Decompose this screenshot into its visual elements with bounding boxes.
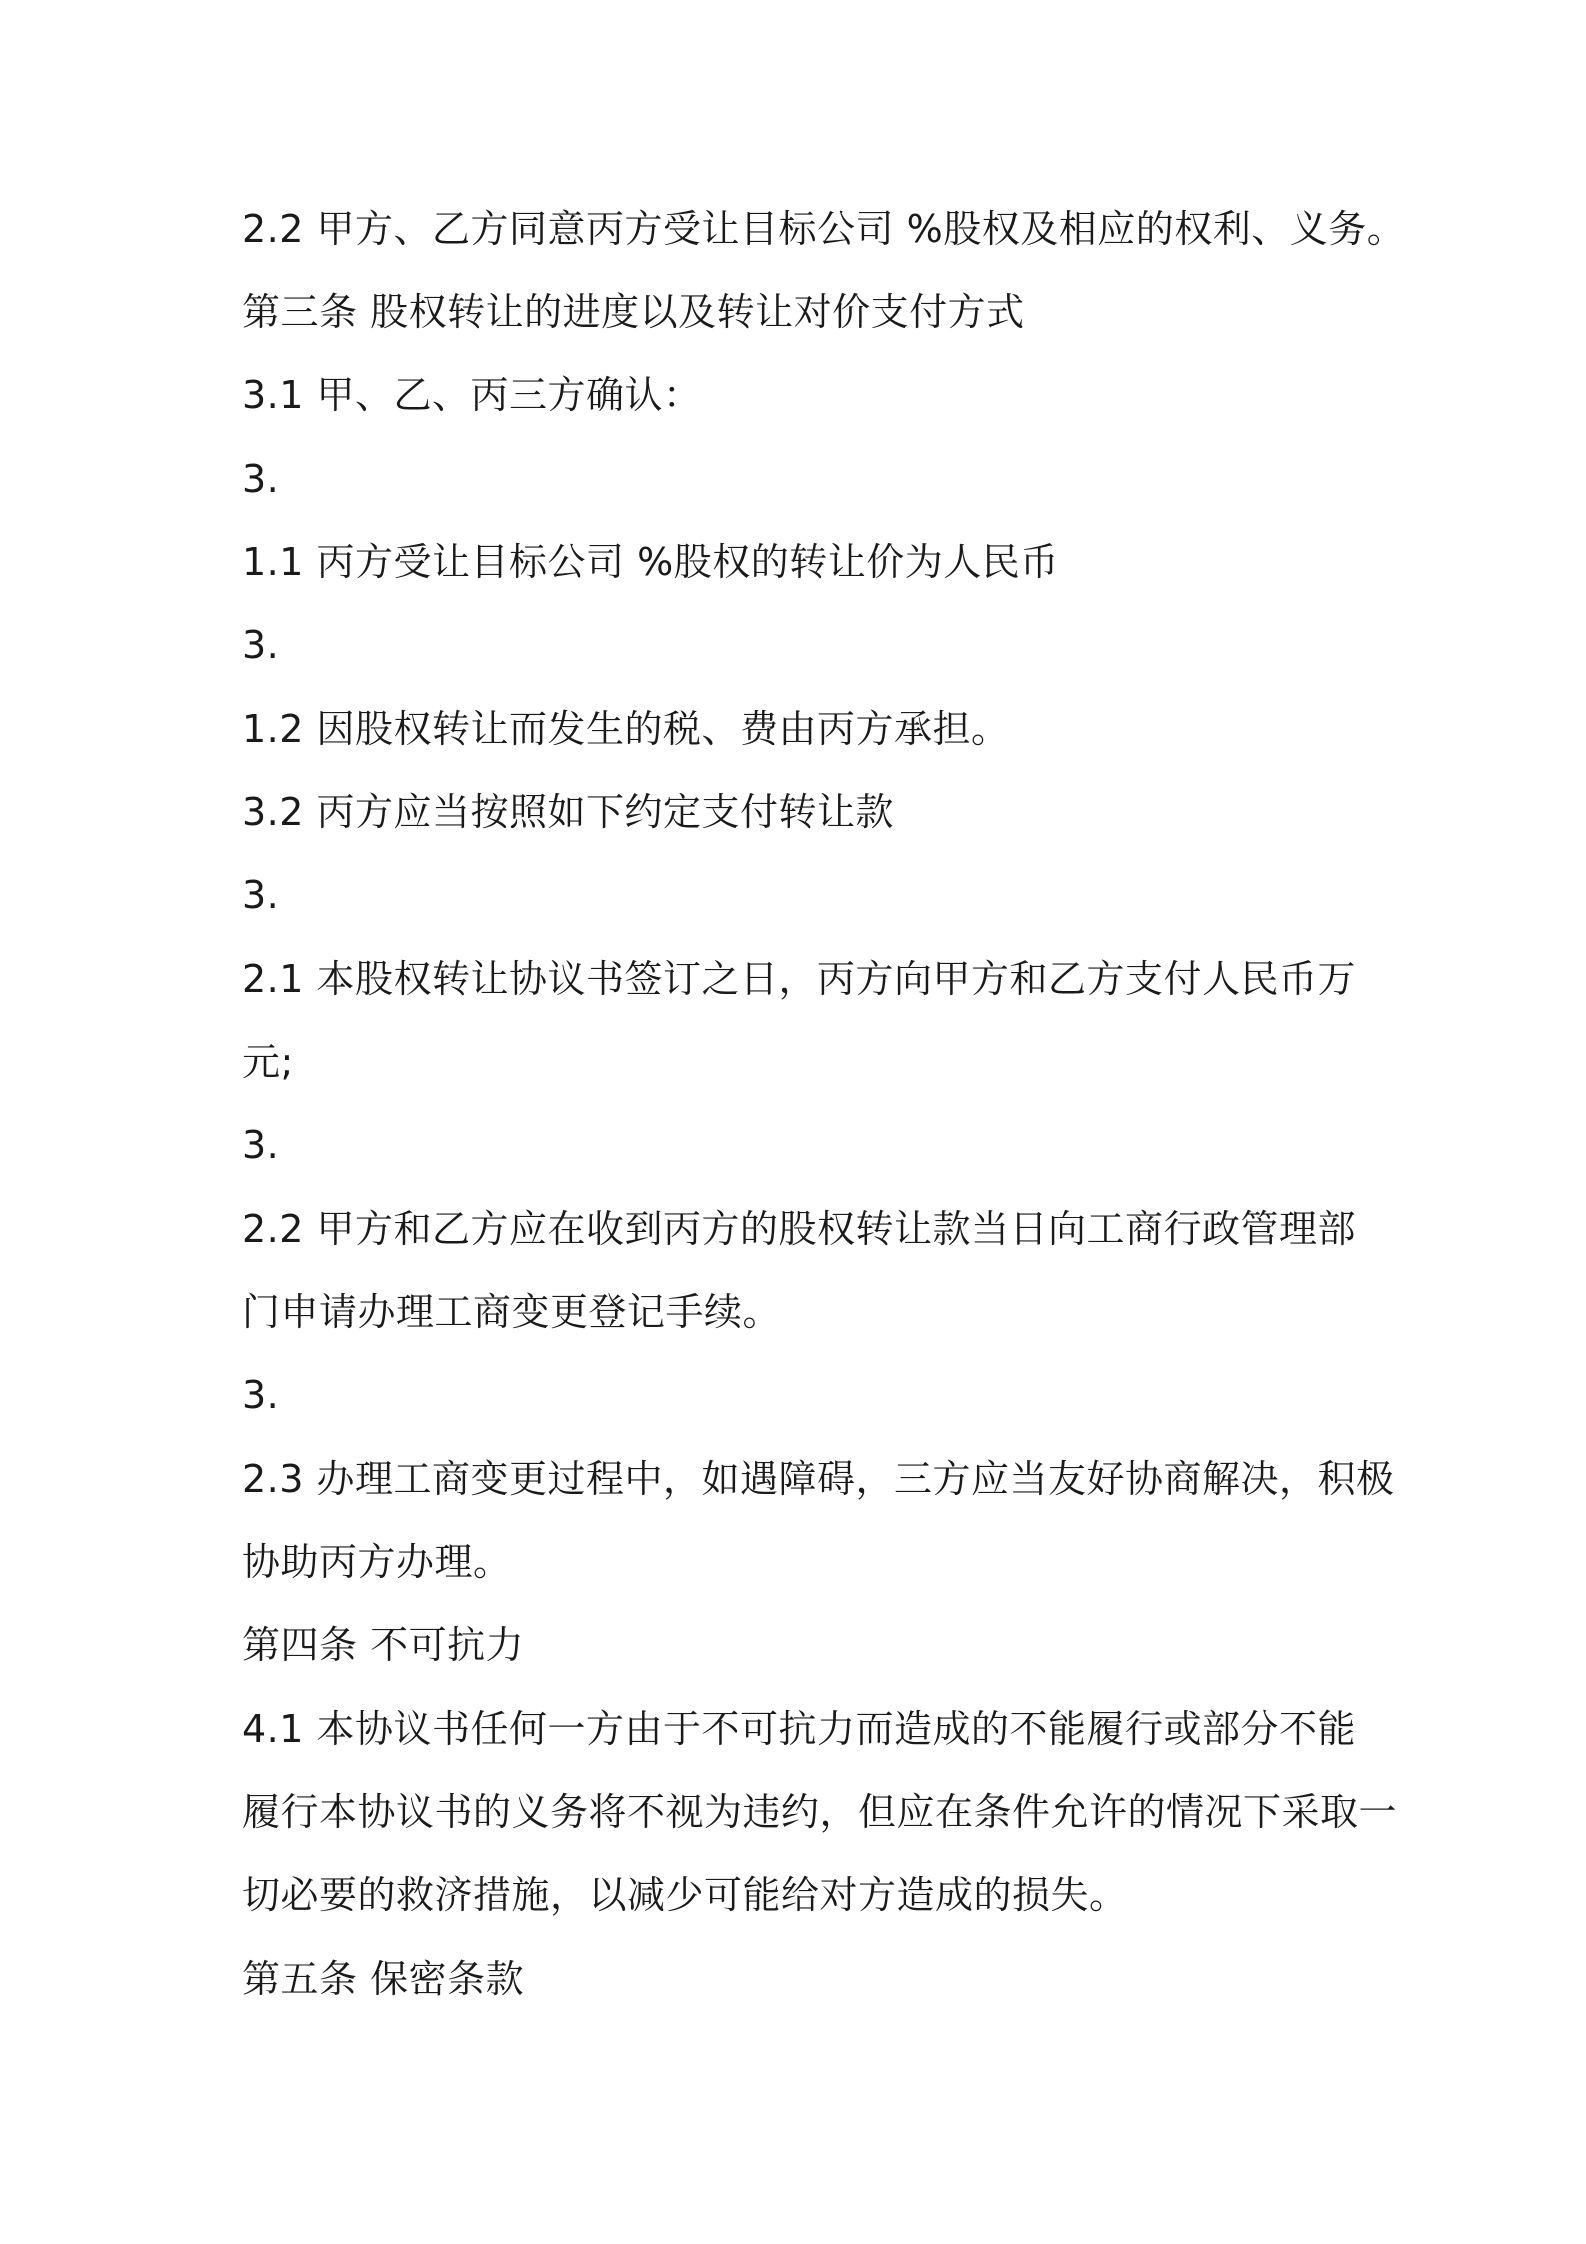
clause-3-2-1-continuation: 元; <box>242 1040 294 1084</box>
clause-3-2-3: 2.3 办理工商变更过程中，如遇障碍，三方应当友好协商解决，积极 <box>242 1457 1395 1501</box>
clause-4-1: 4.1 本协议书任何一方由于不可抗力而造成的不能履行或部分不能 <box>242 1707 1357 1751</box>
clause-3-2-1: 2.1 本股权转让协议书签订之日，丙方向甲方和乙方支付人民币万 <box>242 957 1357 1001</box>
clause-3-2-2-continuation: 门申请办理工商变更登记手续。 <box>242 1290 782 1334</box>
clause-2-2-consent: 2.2 甲方、乙方同意丙方受让目标公司 %股权及相应的权利、义务。 <box>242 207 1406 251</box>
clause-3-1: 3.1 甲、乙、丙三方确认： <box>242 373 702 417</box>
clause-3-1-1: 1.1 丙方受让目标公司 %股权的转让价为人民币 <box>242 540 1059 584</box>
clause-4-1-continuation: 切必要的救济措施，以减少可能给对方造成的损失。 <box>242 1873 1128 1917</box>
clause-4-1-continuation: 履行本协议书的义务将不视为违约，但应在条件允许的情况下采取一 <box>242 1790 1398 1834</box>
clause-3-2-2: 2.2 甲方和乙方应在收到丙方的股权转让款当日向工商行政管理部 <box>242 1207 1357 1251</box>
clause-number-fragment: 3. <box>242 1123 280 1167</box>
article-3-heading: 第三条 股权转让的进度以及转让对价支付方式 <box>242 290 1025 334</box>
clause-number-fragment: 3. <box>242 623 280 667</box>
article-5-heading: 第五条 保密条款 <box>242 1957 525 2001</box>
clause-3-1-2: 1.2 因股权转让而发生的税、费由丙方承担。 <box>242 707 1010 751</box>
article-4-heading: 第四条 不可抗力 <box>242 1623 525 1667</box>
clause-number-fragment: 3. <box>242 457 280 501</box>
clause-number-fragment: 3. <box>242 1373 280 1417</box>
clause-3-2-3-continuation: 协助丙方办理。 <box>242 1540 512 1584</box>
clause-3-2: 3.2 丙方应当按照如下约定支付转让款 <box>242 790 895 834</box>
clause-number-fragment: 3. <box>242 873 280 917</box>
